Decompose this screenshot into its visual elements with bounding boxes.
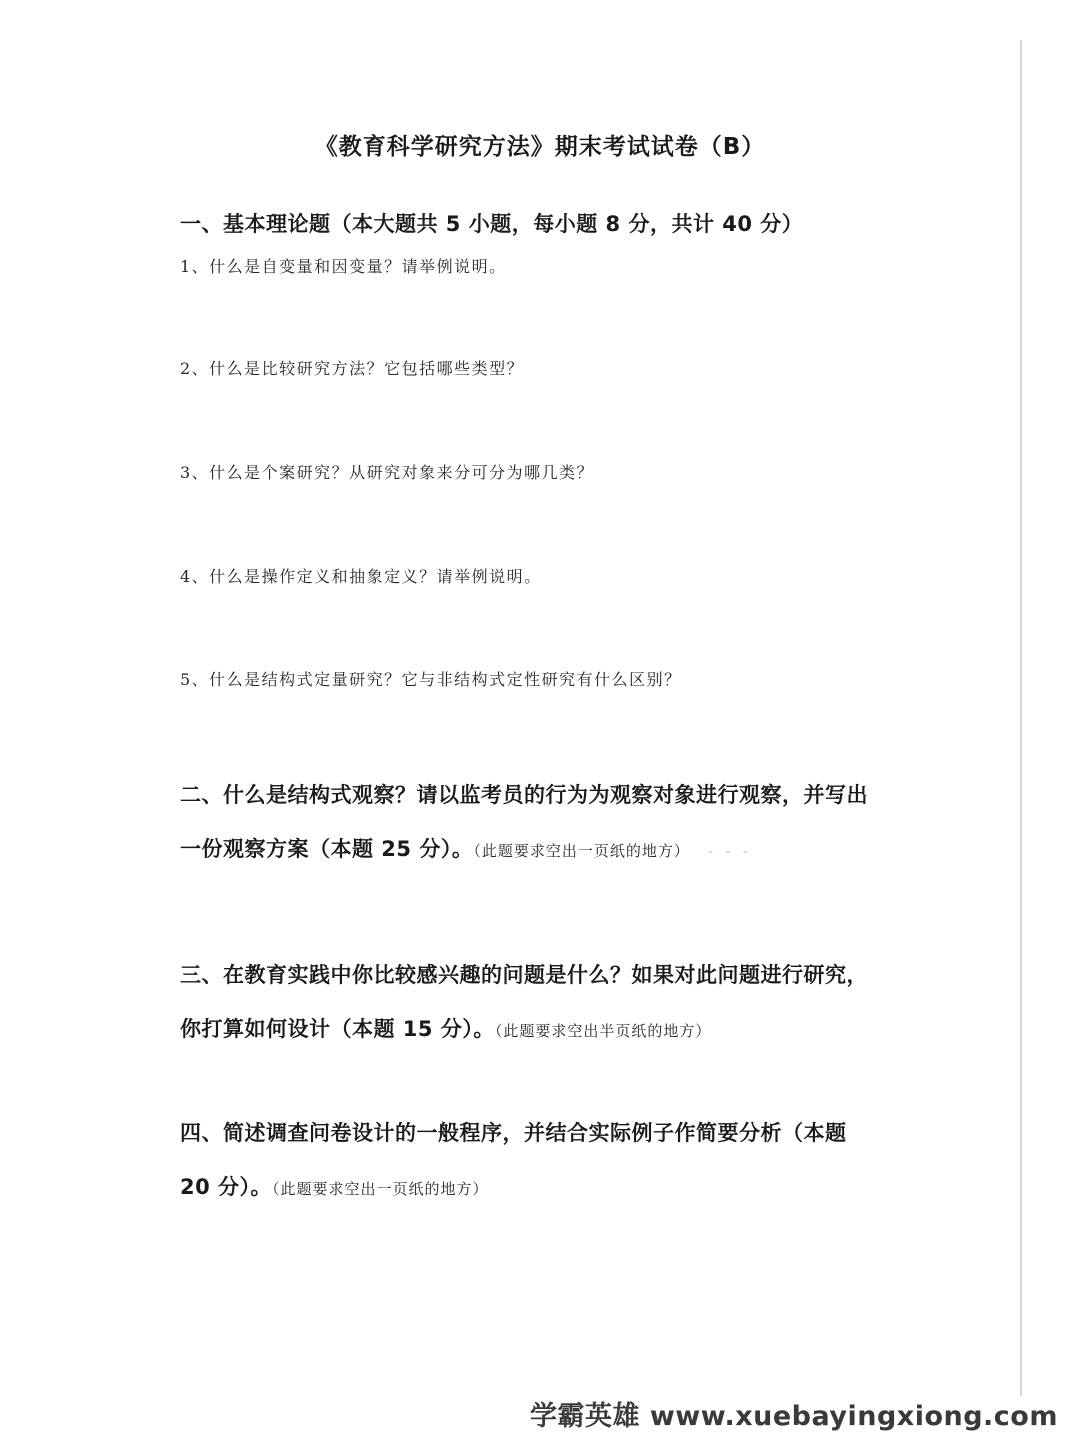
section-one-heading: 一、基本理论题（本大题共 5 小题，每小题 8 分，共计 40 分） xyxy=(180,212,804,236)
section-two-note: （此题要求空出一页纸的地方） xyxy=(473,842,690,860)
page-edge-divider xyxy=(1020,40,1022,1396)
question-3: 3、什么是个案研究？从研究对象来分可分为哪几类？ xyxy=(180,463,595,482)
question-4: 4、什么是操作定义和抽象定义？请举例说明。 xyxy=(180,567,542,586)
question-5: 5、什么是结构式定量研究？它与非结构式定性研究有什么区别？ xyxy=(180,670,682,689)
section-three-text: 三、在教育实践中你比较感兴趣的问题是什么？如果对此问题进行研究，你打算如何设计（本题 15 分）。 xyxy=(180,963,868,1041)
site-watermark: 学霸英雄 www.xuebayingxiong.com xyxy=(529,1401,1058,1432)
section-two-question xyxy=(180,768,880,879)
section-two-text: 二、什么是结构式观察？请以监考员的行为为观察对象进行观察，并写出一份观察方案（本题 25 分）。 xyxy=(180,783,868,861)
section-three-note: （此题要求空出半页纸的地方） xyxy=(494,1022,712,1040)
question-1: 1、什么是自变量和因变量？请举例说明。 xyxy=(180,257,507,276)
section-four-question xyxy=(180,1106,880,1216)
question-2: 2、什么是比较研究方法？它包括哪些类型？ xyxy=(180,359,525,378)
dash-trail-decoration: - - - xyxy=(707,844,752,860)
section-three-question xyxy=(180,948,880,1058)
section-four-text: 四、简述调查问卷设计的一般程序，并结合实际例子作简要分析（本题 20 分）。 xyxy=(180,1121,847,1199)
exam-title: 《教育科学研究方法》期末考试试卷（B） xyxy=(314,134,766,160)
section-four-note: （此题要求空出一页纸的地方） xyxy=(272,1180,489,1198)
